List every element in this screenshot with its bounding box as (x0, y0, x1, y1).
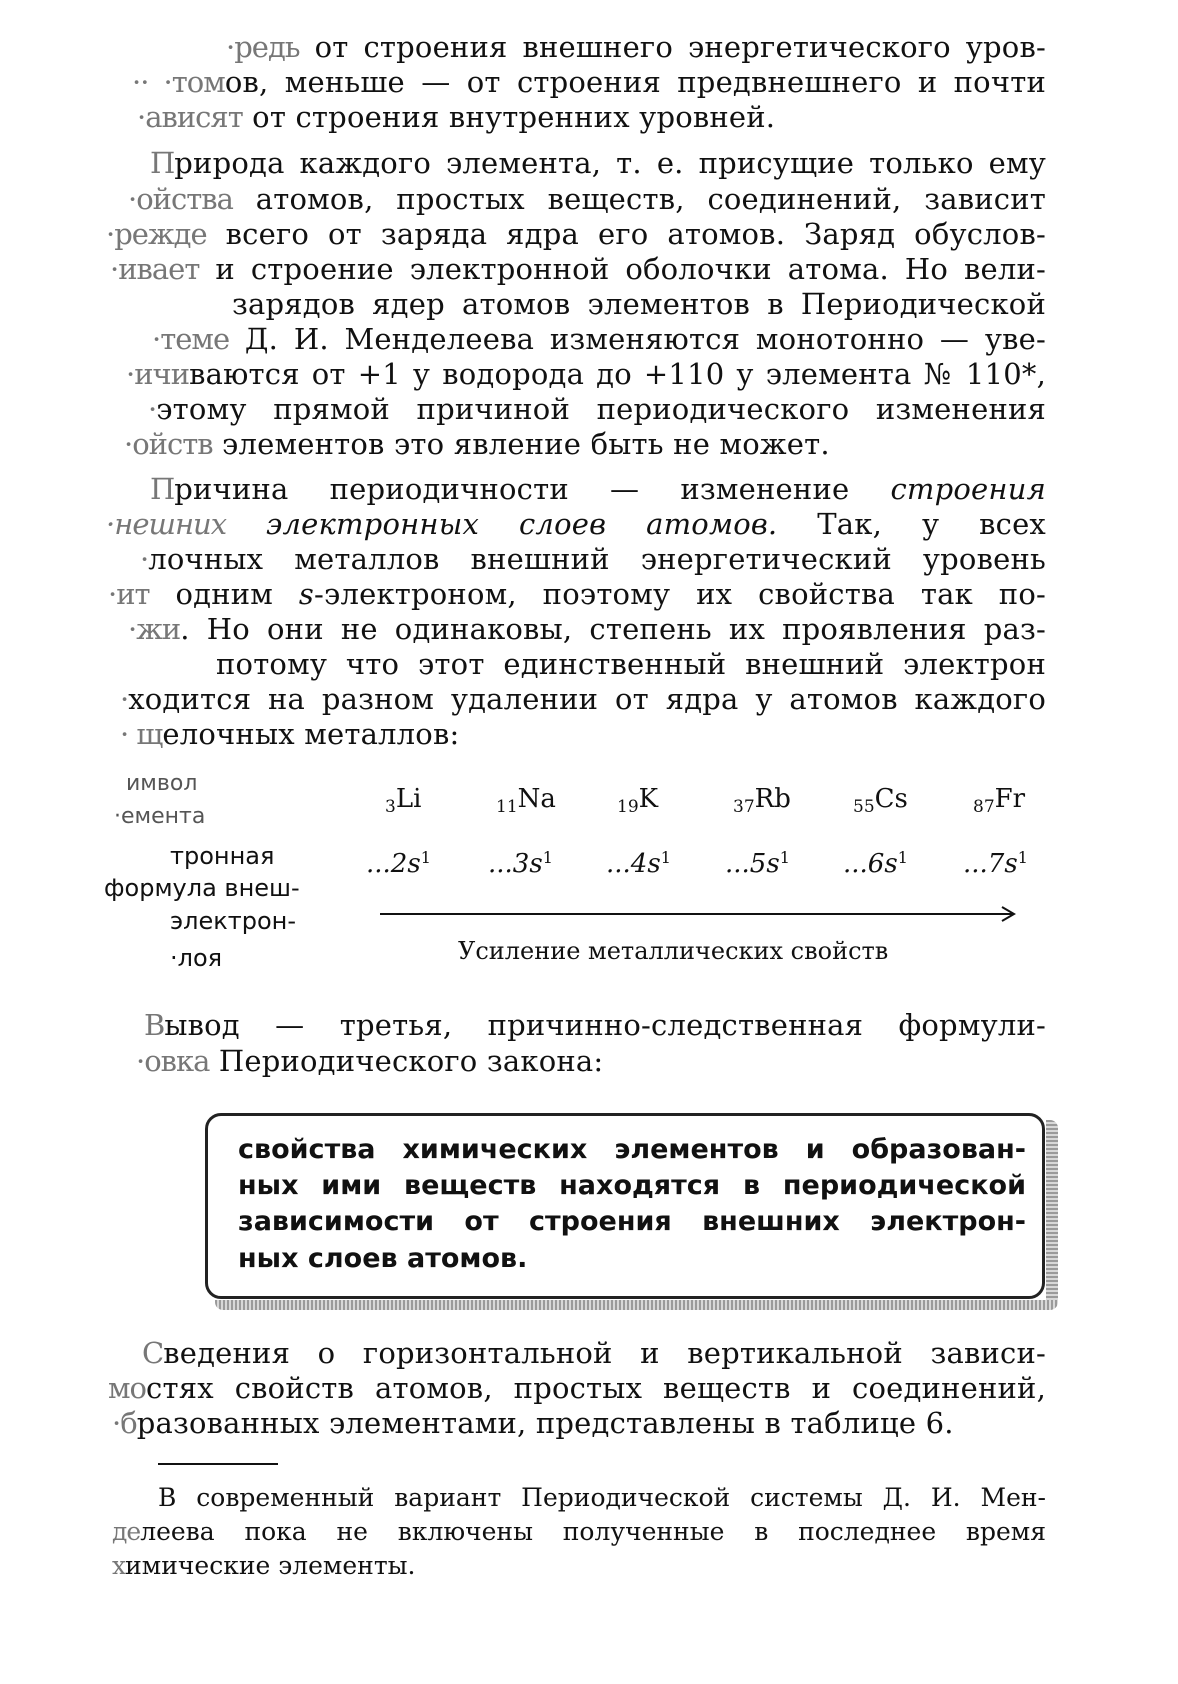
p1-line-text: от строения внутренних уровней. (242, 100, 776, 134)
config-fr: $...7s^1$ (963, 848, 1028, 879)
cut-fragment: · (140, 542, 149, 576)
p1-line-text: от строения внешнего энергетического уров- (299, 30, 1046, 64)
p3-line-text: елочных металлов: (162, 717, 460, 751)
cut-fragment: х (112, 1551, 126, 1580)
p2-line-text: этому прямой причиной периодического изменения (156, 392, 1046, 426)
footnote-text: В современный вариант Периодической системы Д. И. Мен- (158, 1483, 1046, 1512)
cut-fragment: ·овка (136, 1044, 210, 1078)
p5-line-2 (108, 1371, 1046, 1405)
p3-line-text: Так, у всех (777, 507, 1046, 541)
footnote-text: имические элементы. (125, 1551, 416, 1580)
p3-line-text: одним (149, 577, 299, 611)
element-na: $_{11}$Na (496, 784, 556, 817)
footnote-text: леева пока не включены полученные в последнее время (140, 1517, 1046, 1546)
cut-fragment: ·ависят (137, 100, 243, 134)
p3-line-text: -электроном, поэтому их свойства так по- (314, 577, 1046, 611)
p5-line-3 (112, 1406, 954, 1440)
cut-fragment: ·нешних (106, 507, 227, 541)
element-cs: $_{55}$Cs (853, 784, 908, 817)
cut-fragment: П (150, 472, 175, 506)
config-li: $...2s^1$ (366, 848, 431, 879)
box-shadow (215, 1300, 1058, 1310)
cut-fragment: ·ойств (124, 427, 213, 461)
p2-line-7 (126, 357, 1046, 391)
cut-fragment: · (120, 682, 129, 716)
p3-line-text: ходится на разном удалении от ядра у атомов каждого (128, 682, 1046, 716)
config-na: $...3s^1$ (488, 848, 553, 879)
p3-line-text: лочных металлов внешний энергетический уровень (148, 542, 1046, 576)
p3-line-2 (106, 507, 1046, 541)
cut-fragment: С (142, 1336, 164, 1370)
element-k: $_{19}$K (617, 784, 659, 817)
p1-line-1 (226, 30, 1046, 64)
law-line-4: ных слоев атомов. (238, 1243, 528, 1274)
cut-fragment: В (144, 1008, 165, 1042)
p2-line-text: Д. И. Менделеева изменяются монотонно — уве- (229, 322, 1046, 356)
config-rb: $...5s^1$ (725, 848, 790, 879)
cut-fragment: ·редь (226, 30, 300, 64)
cut-fragment: ·жи (128, 612, 181, 646)
trend-label: Усиление металлических свойств (458, 937, 889, 965)
element-li: $_3$Li (385, 784, 422, 817)
cut-fragment: ·ойства (128, 182, 233, 216)
p2-line-4 (110, 252, 1046, 286)
row-label-symbol: имвол (126, 771, 198, 796)
cut-fragment: ·теме (152, 322, 230, 356)
row-label-config: формула внеш- (104, 874, 300, 902)
p3-line-text: потому что этот единственный внешний электрон (216, 647, 1046, 681)
p2-line-text: всего от заряда ядра его атомов. Заряд обуслов- (206, 217, 1046, 251)
p3-line-1 (150, 472, 1046, 506)
p3-line-6 (216, 647, 1046, 681)
cut-fragment: ·ивает (110, 252, 200, 286)
cut-fragment: ·б (112, 1406, 137, 1440)
element-fr: $_{87}$Fr (973, 784, 1026, 817)
cut-fragment: · щ (120, 717, 163, 751)
p2-line-2 (128, 182, 1046, 216)
config-k: $...4s^1$ (606, 848, 671, 879)
cut-fragment: мо (108, 1371, 147, 1405)
italic-term: строения (890, 472, 1046, 506)
p2-line-text: элементов это явление быть не может. (212, 427, 830, 461)
p2-line-6 (152, 322, 1046, 356)
p1-line-text: ов, меньше — от строения предвнешнего и почти (224, 65, 1046, 99)
cut-fragment: ·ичи (126, 357, 190, 391)
cut-fragment: · (148, 392, 157, 426)
p5-line-text: стях свойств атомов, простых веществ и соединений, (146, 1371, 1046, 1405)
p3-line-4 (108, 577, 1046, 611)
p3-line-5 (128, 612, 1046, 646)
box-shadow (1046, 1120, 1058, 1306)
cut-fragment: ·ит (108, 577, 150, 611)
p2-line-text: атомов, простых веществ, соединений, зависит (232, 182, 1046, 216)
cut-fragment: П (150, 146, 175, 180)
footnote-line-3 (112, 1549, 416, 1583)
p4-line-2 (136, 1044, 603, 1078)
law-line-1: свойства химических элементов и образован- (238, 1134, 1026, 1165)
law-line-3: зависимости от строения внешних электрон- (238, 1206, 1026, 1237)
p3-line-3 (140, 542, 1046, 576)
p5-line-1 (142, 1336, 1046, 1370)
p2-line-text: рирода каждого элемента, т. е. присущие только ему (174, 146, 1046, 180)
law-line-2: ных ими веществ находятся в периодической (238, 1170, 1026, 1201)
p1-line-3 (137, 100, 775, 134)
p3-line-text: . Но они не одинаковы, степень их проявления раз- (180, 612, 1046, 646)
p2-line-text: зарядов ядер атомов элементов в Периодической (232, 287, 1046, 321)
cut-fragment: де (112, 1517, 141, 1546)
p3-line-8 (120, 717, 459, 751)
p2-line-3 (106, 217, 1046, 251)
p4-line-text: Периодического закона: (209, 1044, 604, 1078)
p2-line-1 (150, 146, 1046, 180)
p2-line-8 (148, 392, 1046, 426)
p4-line-1 (144, 1008, 1046, 1042)
p5-line-text: разованных элементами, представлены в таблице 6. (136, 1406, 954, 1440)
p1-line-2 (132, 65, 1046, 99)
row-label-symbol: ·емента (114, 804, 206, 829)
p4-line-text: ывод — третья, причинно-следственная формули- (164, 1008, 1046, 1042)
p2-line-9 (124, 427, 830, 461)
footnote-rule (158, 1463, 278, 1465)
p2-line-text: и строение электронной оболочки атома. Но вели- (199, 252, 1046, 286)
p2-line-5 (232, 287, 1046, 321)
p3-line-text: ричина периодичности — изменение (174, 472, 891, 506)
p2-line-text: ваются от +1 у водорода до +110 у элемента № 110*, (189, 357, 1046, 391)
italic-s: s (298, 577, 315, 611)
trend-arrow (380, 904, 1020, 924)
cut-fragment: ·режде (106, 217, 207, 251)
italic-term: электронных слоев атомов. (226, 507, 778, 541)
element-rb: $_{37}$Rb (733, 784, 791, 817)
p5-line-text: ведения о горизонтальной и вертикальной зависи- (163, 1336, 1046, 1370)
row-label-config: ·лоя (170, 944, 223, 972)
cut-fragment: ·· ·том (132, 65, 225, 99)
footnote-line-2 (112, 1515, 1046, 1549)
row-label-config: тронная (170, 842, 275, 870)
config-cs: $...6s^1$ (843, 848, 908, 879)
row-label-config: электрон- (170, 907, 297, 935)
p3-line-7 (120, 682, 1046, 716)
footnote-line-1 (158, 1481, 1046, 1515)
